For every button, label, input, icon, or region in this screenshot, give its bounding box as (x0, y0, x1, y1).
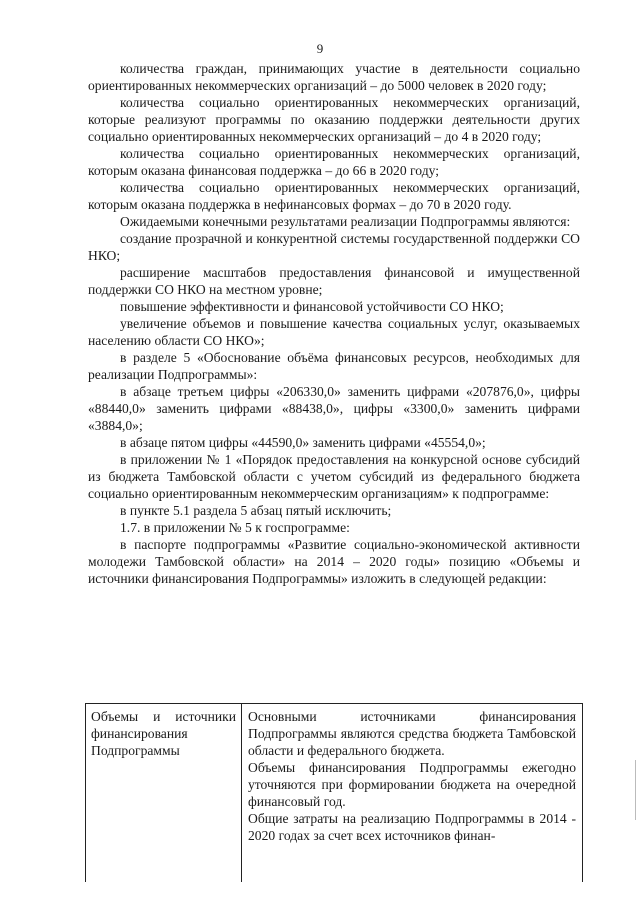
paragraph: в абзаце третьем цифры «206330,0» заменить цифрами «207876,0», цифры «88440,0» заменить цифрами «88438,0», цифры «3300,0» заменить цифрами «3884,0»; (88, 384, 580, 433)
paragraph: количества граждан, принимающих участие в деятельности социально ориентированных некоммерческих организаций – до 5000 человек в 2020 году; (88, 61, 580, 93)
paragraph: увеличение объемов и повышение качества социальных услуг, оказываемых населению области СО НКО»; (88, 316, 580, 348)
paragraph: в пункте 5.1 раздела 5 абзац пятый исключить; (120, 503, 392, 518)
table-cell-content (242, 704, 582, 882)
paragraph: количества социально ориентированных некоммерческих организаций, которые реализуют программы по оказанию поддержки деятельности других социально ориентированных некоммерческих организаций – до 4 в 2020 году; (88, 95, 580, 144)
table-row-header: Объемы и источники финансирования Подпрограммы (86, 704, 242, 882)
paragraph: количества социально ориентированных некоммерческих организаций, которым оказана финансовая поддержка – до 66 в 2020 году; (88, 146, 580, 178)
table-paragraph: Общие затраты на реализацию Подпрограммы в 2014 - 2020 годах за счет всех источников финан- (248, 811, 576, 843)
paragraph: 1.7. в приложении № 5 к госпрограмме: (120, 520, 350, 535)
table-paragraph: Основными источниками финансирования Подпрограммы являются средства бюджета Тамбовской области и федерального бюджета. (248, 709, 576, 758)
paragraph: в абзаце пятом цифры «44590,0» заменить цифрами «45554,0»; (120, 435, 486, 450)
paragraph: в приложении № 1 «Порядок предоставления на конкурсной основе субсидий из бюджета Тамбовской области с учетом субсидий из федерального бюджета социально ориентированным некоммерческим организациям» к подпрограмме: (88, 452, 580, 501)
scan-margin-mark (635, 760, 636, 820)
page-number: 9 (316, 41, 324, 56)
paragraph: в паспорте подпрограммы «Развитие социально-экономической активности молодежи Тамбовской области» на 2014 – 2020 годы» позицию «Объемы и источники финансирования Подпрограммы» изложить в следующей редакции: (88, 537, 580, 586)
paragraph: создание прозрачной и конкурентной системы государственной поддержки СО НКО; (88, 231, 580, 263)
table-paragraph: Объемы финансирования Подпрограммы ежегодно уточняются при формировании бюджета на очередной финансовый год. (248, 760, 576, 809)
paragraph: количества социально ориентированных некоммерческих организаций, которым оказана поддержка в нефинансовых формах – до 70 в 2020 году. (88, 180, 580, 212)
funding-table (85, 703, 583, 882)
paragraph: Ожидаемыми конечными результатами реализации Подпрограммы являются: (120, 214, 571, 229)
paragraph: повышение эффективности и финансовой устойчивости СО НКО; (120, 299, 504, 314)
document-body (88, 60, 580, 587)
paragraph: в разделе 5 «Обоснование объёма финансовых ресурсов, необходимых для реализации Подпрограммы»: (88, 350, 580, 382)
paragraph: расширение масштабов предоставления финансовой и имущественной поддержки СО НКО на местном уровне; (88, 265, 580, 297)
